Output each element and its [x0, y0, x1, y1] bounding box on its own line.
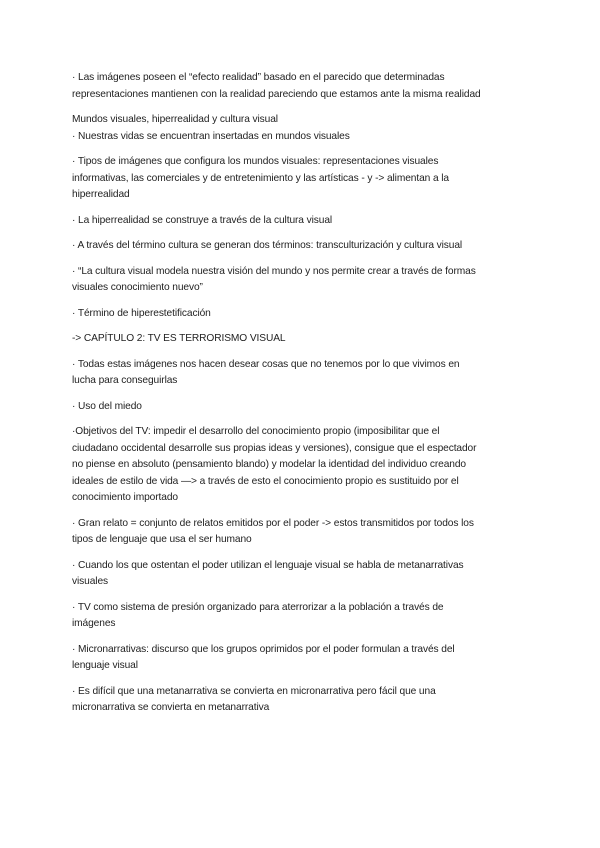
- paragraph: [72, 306, 534, 323]
- quote-paragraph: [72, 264, 534, 297]
- text-line: no piense en absoluto (pensamiento blando) y modelar la identidad del individuo creando: [72, 459, 466, 470]
- paragraph: [72, 399, 534, 416]
- paragraph: [72, 154, 534, 204]
- text-line: · A través del término cultura se generan dos términos: transculturización y cultura visual: [72, 240, 463, 251]
- text-line: ciudadano occidental desarrolle sus propias ideas y versiones), consigue que el espectador: [72, 442, 477, 454]
- text-line: · Cuando los que ostentan el poder utilizan el lenguaje visual se habla de metanarrativas: [72, 559, 464, 571]
- text-line: · TV como sistema de presión organizado para aterrorizar a la población a través de: [72, 601, 444, 613]
- text-line: · Micronarrativas: discurso que los grupos oprimidos por el poder formulan a través del: [72, 643, 455, 655]
- text-line: · Es difícil que una metanarrativa se convierta en micronarrativa pero fácil que una: [72, 685, 436, 697]
- text-line: hiperrealidad: [72, 189, 130, 200]
- text-line: · Tipos de imágenes que configura los mundos visuales: representaciones visuales: [72, 156, 439, 167]
- document-body: [72, 70, 534, 726]
- chapter-heading: [72, 331, 534, 348]
- paragraph: [72, 213, 534, 230]
- text-line: lucha para conseguirlas: [72, 375, 178, 386]
- text-line: informativas, las comerciales y de entretenimiento y las artísticas - y -> alimentan a la: [72, 172, 449, 184]
- text-line: visuales: [72, 576, 109, 587]
- text-line: · Todas estas imágenes nos hacen desear cosas que no tenemos por lo que vivimos en: [72, 358, 460, 370]
- text-line: tipos de lenguaje que usa el ser humano: [72, 534, 252, 545]
- text-line: imágenes: [72, 618, 116, 629]
- text-line: representaciones mantienen con la realidad pareciendo que estamos ante la misma realidad: [72, 88, 481, 100]
- paragraph: [72, 600, 534, 633]
- text-line: · “La cultura visual modela nuestra visión del mundo y nos permite crear a través de formas: [72, 265, 476, 277]
- text-line: · Uso del miedo: [72, 400, 142, 412]
- paragraph: [72, 357, 534, 390]
- text-line: ·Objetivos del TV: impedir el desarrollo del conocimiento propio (imposibilitar que el: [72, 426, 440, 437]
- chapter-title: -> CAPÍTULO 2: TV ES TERRORISMO VISUAL: [72, 333, 286, 344]
- section-title: Mundos visuales, hiperrealidad y cultura visual: [72, 114, 278, 125]
- paragraph: [72, 238, 534, 255]
- text-line: · Las imágenes poseen el “efecto realidad” basado en el parecido que determinadas: [72, 72, 445, 83]
- text-line: visuales conocimiento nuevo”: [72, 282, 203, 293]
- paragraph: [72, 516, 534, 549]
- text-line: lenguaje visual: [72, 660, 138, 671]
- text-line: · Gran relato = conjunto de relatos emitidos por el poder -> estos transmitidos por todos los: [72, 517, 474, 529]
- paragraph: [72, 70, 534, 103]
- paragraph: [72, 558, 534, 591]
- text-line: · Término de hiperestetificación: [72, 307, 211, 319]
- paragraph: [72, 684, 534, 717]
- paragraph: [72, 642, 534, 675]
- text-line: micronarrativa se convierta en metanarrativa: [72, 702, 270, 713]
- text-line: conocimiento importado: [72, 492, 178, 503]
- section-block: [72, 112, 534, 145]
- text-line: · La hiperrealidad se construye a través de la cultura visual: [72, 214, 333, 226]
- text-line: · Nuestras vidas se encuentran insertadas en mundos visuales: [72, 130, 350, 142]
- paragraph: [72, 424, 534, 507]
- text-line: ideales de estilo de vida —> a través de esto el conocimiento propio es sustituido por el: [72, 475, 459, 487]
